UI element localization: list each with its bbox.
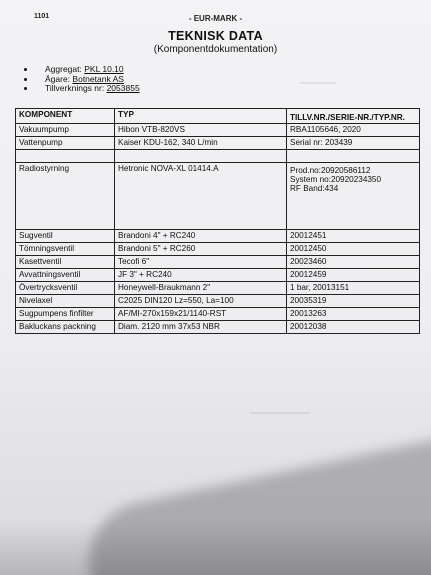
cell-nr: 1 bar, 20013151	[287, 282, 420, 295]
cell-komponent: Sugventil	[16, 230, 115, 243]
table-row	[16, 243, 420, 256]
info-label: Ägare:	[45, 73, 71, 84]
cell-nr: 20035319	[287, 295, 420, 308]
column-header-nr: TILLV.NR./SERIE-NR./TYP.NR.	[287, 109, 420, 124]
info-list	[24, 65, 140, 94]
column-header-typ: TYP	[115, 109, 287, 124]
info-label: Tillverknings nr:	[45, 83, 105, 93]
table-row	[16, 256, 420, 269]
cell-nr	[287, 150, 420, 163]
cell-komponent: Nivelaxel	[16, 295, 115, 308]
cell-nr-line: RF Band:434	[290, 184, 339, 193]
cell-typ: Brandoni 4" + RC240	[115, 230, 287, 243]
table-row	[16, 308, 420, 321]
cell-nr-line: System no:20920234350	[290, 175, 382, 184]
cell-typ: Diam. 2120 mm 37x53 NBR	[115, 321, 287, 334]
cell-typ: Kaiser KDU-162, 340 L/min	[115, 137, 287, 150]
table-row	[16, 150, 420, 163]
cell-komponent: Radiostyrning	[16, 163, 115, 230]
cell-typ: Tecofi 6"	[115, 256, 287, 269]
info-item-tillverknings-nr	[24, 84, 140, 94]
cell-nr: 20013263	[287, 308, 420, 321]
cell-nr: 20012451	[287, 230, 420, 243]
cell-nr: 20023460	[287, 256, 420, 269]
table-header-row	[16, 109, 420, 124]
column-header-komponent: KOMPONENT	[16, 109, 115, 124]
bleed-through-text: ▬▬▬▬▬▬	[300, 80, 336, 86]
cell-komponent: Övertrycksventil	[16, 282, 115, 295]
bullet-icon	[24, 68, 27, 71]
table-row	[16, 282, 420, 295]
cell-komponent: Bakluckans packning	[16, 321, 115, 334]
bullet-icon	[24, 78, 27, 81]
cell-nr-line: Prod.no:20920586112	[290, 166, 371, 175]
cell-typ: Hibon VTB-820VS	[115, 124, 287, 137]
table-row	[16, 124, 420, 137]
component-table	[15, 108, 420, 334]
table-row	[16, 137, 420, 150]
cell-typ: C2025 DIN120 Lz=550, La=100	[115, 295, 287, 308]
cell-nr: 20012450	[287, 243, 420, 256]
cell-komponent: Vattenpump	[16, 137, 115, 150]
info-value: PKL 10.10	[84, 64, 124, 74]
cell-typ: AF/MI-270x159x21/1140-RST	[115, 308, 287, 321]
cell-nr: 20012038	[287, 321, 420, 334]
cell-komponent: Sugpumpens finfilter	[16, 308, 115, 321]
cell-komponent: Kasettventil	[16, 256, 115, 269]
table-row	[16, 321, 420, 334]
info-value: 2053855	[106, 83, 140, 93]
info-label: Aggregat:	[45, 64, 82, 74]
cell-typ: JF 3" + RC240	[115, 269, 287, 282]
bullet-icon	[24, 87, 27, 90]
cell-typ: Hetronic NOVA-XL 01414.A	[115, 163, 287, 230]
brand-header: - EUR-MARK -	[188, 14, 243, 23]
document-number: 1101	[34, 13, 50, 20]
cell-typ	[115, 150, 287, 163]
cell-nr	[287, 163, 420, 230]
cell-komponent: Avvattningsventil	[16, 269, 115, 282]
cell-komponent: Tömningsventil	[16, 243, 115, 256]
info-value: Botnetank AS	[72, 73, 124, 84]
cell-nr: RBA1105646, 2020	[287, 124, 420, 137]
shadow-overlay	[0, 520, 431, 575]
cell-typ: Honeywell-Braukmann 2"	[115, 282, 287, 295]
bleed-through-text: ▬▬▬▬▬▬▬▬▬▬	[250, 410, 310, 416]
page-subtitle: (Komponentdokumentation)	[153, 44, 278, 55]
table-row	[16, 163, 420, 230]
cell-komponent	[16, 150, 115, 163]
table-row	[16, 295, 420, 308]
table-row	[16, 269, 420, 282]
cell-nr: Serial nr: 203439	[287, 137, 420, 150]
cell-nr: 20012459	[287, 269, 420, 282]
cell-komponent: Vakuumpump	[16, 124, 115, 137]
cell-typ: Brandoni 5" + RC260	[115, 243, 287, 256]
page-title: TEKNISK DATA	[168, 29, 263, 43]
table-row	[16, 230, 420, 243]
